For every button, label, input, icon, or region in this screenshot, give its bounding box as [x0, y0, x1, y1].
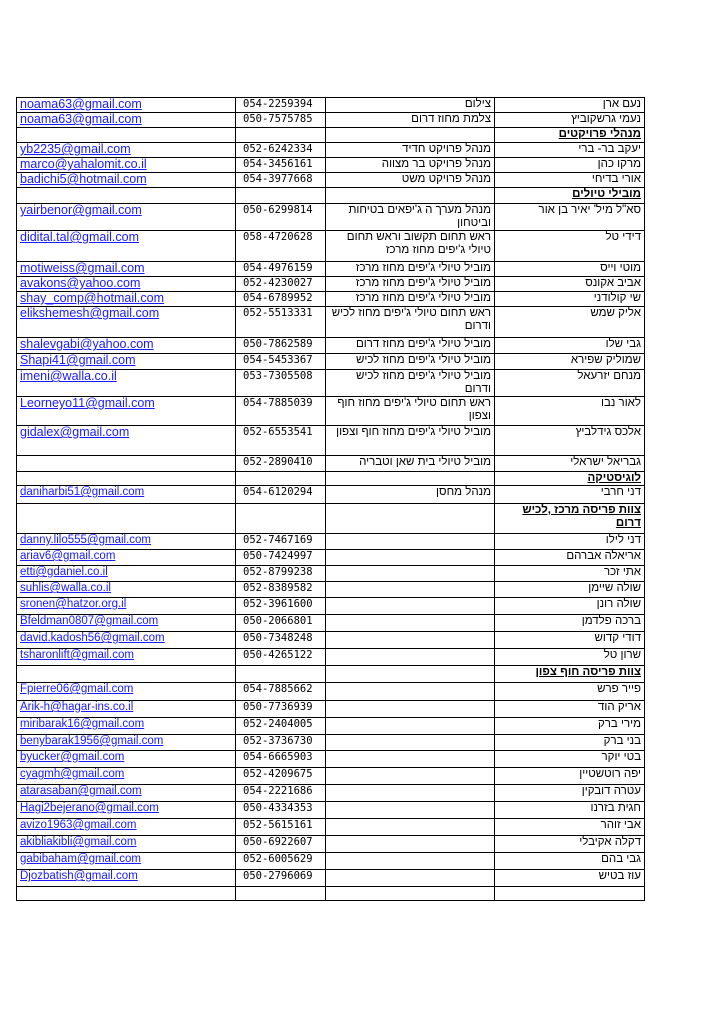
email-cell [17, 819, 236, 836]
role-cell [326, 598, 495, 615]
email-link[interactable]: byucker@gmail.com [20, 751, 125, 763]
role-cell [326, 666, 495, 683]
email-cell [17, 504, 236, 534]
email-cell [17, 566, 236, 582]
email-link[interactable]: yb2235@gmail.com [20, 142, 131, 156]
role-cell: צלמת מחוז דרום [326, 113, 495, 128]
name-cell: מרקו כהן [495, 158, 645, 173]
section-title-cell: צוות פריסה מרכז ,לכיש דרום [495, 504, 645, 534]
email-cell [17, 338, 236, 354]
role-cell [326, 802, 495, 819]
name-cell: חגית בזרנו [495, 802, 645, 819]
phone-cell: 050-4334353 [236, 802, 326, 819]
email-cell [17, 632, 236, 649]
contact-row [17, 550, 645, 566]
role-cell: ראש תחום טיולי ג'יפים מחוז לכיש ודרום [326, 307, 495, 338]
role-cell [326, 615, 495, 632]
email-link[interactable]: Fpierre06@gmail.com [20, 683, 134, 695]
contact-row [17, 582, 645, 598]
email-link[interactable]: shay_comp@hotmail.com [20, 291, 164, 305]
role-cell [326, 550, 495, 566]
email-cell [17, 472, 236, 486]
email-link[interactable]: gabibaham@gmail.com [20, 853, 141, 865]
email-cell [17, 173, 236, 188]
contact-row [17, 649, 645, 666]
section-title-cell: צוות פריסה חוף צפון [495, 666, 645, 683]
section-title-cell: מובילי טיולים [495, 188, 645, 204]
contact-row [17, 802, 645, 819]
email-cell [17, 231, 236, 262]
role-cell [326, 472, 495, 486]
phone-cell: 052-4230027 [236, 277, 326, 292]
role-cell [326, 504, 495, 534]
name-cell: מוטי וייס [495, 262, 645, 277]
phone-cell: 052-7467169 [236, 534, 326, 550]
contact-row [17, 397, 645, 426]
name-cell: עטרה דובקין [495, 785, 645, 802]
phone-cell: 052-3736730 [236, 735, 326, 751]
role-cell [326, 836, 495, 853]
email-link[interactable]: gidalex@gmail.com [20, 425, 130, 439]
contact-row [17, 143, 645, 158]
role-cell: ראש תחום תקשוב וראש תחום טיולי ג'יפים מחוז מרכז [326, 231, 495, 262]
name-cell: גבי בהם [495, 853, 645, 870]
role-cell: מוביל טיולי ג'יפים מחוז לכיש ודרום [326, 370, 495, 397]
phone-cell: 053-7305508 [236, 370, 326, 397]
contact-row [17, 292, 645, 307]
contact-row [17, 615, 645, 632]
email-link[interactable]: benybarak1956@gmail.com [20, 735, 164, 747]
email-link[interactable]: imeni@walla.co.il [20, 369, 117, 383]
email-cell [17, 534, 236, 550]
email-link[interactable]: david.kadosh56@gmail.com [20, 632, 165, 644]
contacts-table [16, 97, 645, 901]
role-cell [326, 870, 495, 887]
email-link[interactable]: daniharbi51@gmail.com [20, 486, 145, 498]
phone-cell: 050-7424997 [236, 550, 326, 566]
contact-row [17, 785, 645, 802]
email-link[interactable]: danny.lilo555@gmail.com [20, 534, 151, 546]
name-cell: אלכס גידלביץ [495, 426, 645, 456]
phone-cell: 054-6665903 [236, 751, 326, 768]
phone-cell: 052-3961600 [236, 598, 326, 615]
role-cell [326, 582, 495, 598]
name-cell: סא"ל מיל' יאיר בן אור [495, 204, 645, 231]
contact-row [17, 701, 645, 718]
name-cell: אליק שמש [495, 307, 645, 338]
role-cell: מוביל טיולי ג'יפים מחוז מרכז [326, 262, 495, 277]
email-link[interactable]: tsharonlift@gmail.com [20, 649, 134, 661]
empty-cell [495, 887, 645, 901]
phone-cell: 054-2259394 [236, 98, 326, 113]
role-cell [326, 188, 495, 204]
contact-row [17, 735, 645, 751]
phone-cell: 054-6120294 [236, 486, 326, 504]
contact-row [17, 338, 645, 354]
phone-cell: 050-6922607 [236, 836, 326, 853]
role-cell [326, 718, 495, 735]
email-cell [17, 550, 236, 566]
role-cell [326, 701, 495, 718]
email-link[interactable]: badichi5@hotmail.com [20, 172, 147, 186]
phone-cell: 050-7862589 [236, 338, 326, 354]
email-cell [17, 836, 236, 853]
email-cell [17, 397, 236, 426]
email-link[interactable]: Shapi41@gmail.com [20, 353, 136, 367]
name-cell: לאור נבו [495, 397, 645, 426]
contact-row [17, 718, 645, 735]
contact-row [17, 566, 645, 582]
email-cell [17, 128, 236, 143]
contact-row [17, 486, 645, 504]
phone-cell [236, 666, 326, 683]
phone-cell: 052-5615161 [236, 819, 326, 836]
role-cell [326, 819, 495, 836]
email-link[interactable]: noama63@gmail.com [20, 112, 142, 126]
phone-cell: 054-7885662 [236, 683, 326, 701]
contact-row [17, 98, 645, 113]
contact-row [17, 231, 645, 262]
role-cell [326, 683, 495, 701]
phone-cell: 052-5513331 [236, 307, 326, 338]
phone-cell: 050-6299814 [236, 204, 326, 231]
phone-cell: 052-6242334 [236, 143, 326, 158]
phone-cell: 050-7736939 [236, 701, 326, 718]
contact-row [17, 768, 645, 785]
contact-row [17, 836, 645, 853]
role-cell [326, 128, 495, 143]
email-link[interactable]: Djozbatish@gmail.com [20, 870, 138, 882]
phone-cell: 052-8799238 [236, 566, 326, 582]
email-cell [17, 277, 236, 292]
phone-cell [236, 128, 326, 143]
empty-cell [17, 887, 236, 901]
email-cell [17, 598, 236, 615]
email-link[interactable]: atarasaban@gmail.com [20, 785, 142, 797]
role-cell [326, 751, 495, 768]
name-cell: אתי זכר [495, 566, 645, 582]
empty-row [17, 887, 645, 901]
section-header-row [17, 128, 645, 143]
phone-cell [236, 472, 326, 486]
email-link[interactable]: cyagmh@gmail.com [20, 768, 125, 780]
name-cell: דני חרבי [495, 486, 645, 504]
email-link[interactable]: suhlis@walla.co.il [20, 582, 111, 594]
role-cell [326, 534, 495, 550]
email-link[interactable]: motiweiss@gmail.com [20, 261, 145, 275]
name-cell: עוז בטיש [495, 870, 645, 887]
contact-row [17, 370, 645, 397]
section-header-row [17, 188, 645, 204]
contact-row [17, 354, 645, 370]
role-cell: מוביל טיולי ג'יפים מחוז חוף וצפון [326, 426, 495, 456]
empty-cell [236, 887, 326, 901]
email-link[interactable]: marco@yahalomit.co.il [20, 157, 147, 171]
phone-cell [236, 504, 326, 534]
email-cell [17, 683, 236, 701]
contact-row [17, 173, 645, 188]
contact-row [17, 598, 645, 615]
name-cell: שולה שיימן [495, 582, 645, 598]
role-cell: מנהל פרויקט בר מצווה [326, 158, 495, 173]
email-cell [17, 649, 236, 666]
email-link[interactable]: Hagi2bejerano@gmail.com [20, 802, 159, 814]
name-cell: פייר פרש [495, 683, 645, 701]
email-cell [17, 204, 236, 231]
name-cell: אביב אקונס [495, 277, 645, 292]
name-cell: שמוליק שפירא [495, 354, 645, 370]
name-cell: שרון טל [495, 649, 645, 666]
name-cell: אריק הוד [495, 701, 645, 718]
email-link[interactable]: Leorneyo11@gmail.com [20, 396, 155, 410]
contact-row [17, 456, 645, 472]
name-cell: יפה רוטשטיין [495, 768, 645, 785]
email-cell [17, 188, 236, 204]
email-cell [17, 666, 236, 683]
phone-cell: 050-4265122 [236, 649, 326, 666]
phone-cell: 054-6789952 [236, 292, 326, 307]
name-cell: אריאלה אברהם [495, 550, 645, 566]
email-cell [17, 354, 236, 370]
phone-cell: 050-7348248 [236, 632, 326, 649]
phone-cell: 052-6005629 [236, 853, 326, 870]
email-cell [17, 751, 236, 768]
contact-row [17, 113, 645, 128]
phone-cell: 052-6553541 [236, 426, 326, 456]
phone-cell: 054-3456161 [236, 158, 326, 173]
phone-cell: 050-7575785 [236, 113, 326, 128]
contact-row [17, 632, 645, 649]
email-link[interactable]: avakons@yahoo.com [20, 276, 141, 290]
name-cell: דני לילו [495, 534, 645, 550]
role-cell: מנהל מערך ה ג'יפאים בטיחות וביטחון [326, 204, 495, 231]
email-link[interactable]: sronen@hatzor.org.il [20, 598, 127, 610]
email-cell [17, 615, 236, 632]
role-cell [326, 768, 495, 785]
section-title-cell: לוגיסטיקה [495, 472, 645, 486]
email-cell [17, 456, 236, 472]
contact-row [17, 158, 645, 173]
email-cell [17, 870, 236, 887]
contact-row [17, 277, 645, 292]
name-cell: דידי טל [495, 231, 645, 262]
name-cell: נעם ארן [495, 98, 645, 113]
contacts-table-body [17, 98, 645, 901]
contact-row [17, 853, 645, 870]
contact-row [17, 819, 645, 836]
email-link[interactable]: miribarak16@gmail.com [20, 718, 145, 730]
phone-cell: 054-7885039 [236, 397, 326, 426]
name-cell: אבי זוהר [495, 819, 645, 836]
role-cell [326, 785, 495, 802]
name-cell: נעמי גרשקוביץ [495, 113, 645, 128]
name-cell: מנחם יזרעאל [495, 370, 645, 397]
email-link[interactable]: elikshemesh@gmail.com [20, 306, 160, 320]
role-cell: מוביל טיולי ג'יפים מחוז מרכז [326, 292, 495, 307]
name-cell: גבריאל ישראלי [495, 456, 645, 472]
name-cell: אורי בדיחי [495, 173, 645, 188]
name-cell: גבי שלו [495, 338, 645, 354]
email-cell [17, 853, 236, 870]
contact-row [17, 426, 645, 456]
email-link[interactable]: Bfeldman0807@gmail.com [20, 615, 159, 627]
email-cell [17, 158, 236, 173]
contact-row [17, 534, 645, 550]
phone-cell: 054-5453367 [236, 354, 326, 370]
name-cell: שי קולודני [495, 292, 645, 307]
role-cell [326, 566, 495, 582]
section-header-row [17, 504, 645, 534]
phone-cell: 052-8389582 [236, 582, 326, 598]
email-cell [17, 426, 236, 456]
phone-cell: 050-2796069 [236, 870, 326, 887]
email-cell [17, 292, 236, 307]
section-title-cell: מנהלי פרויקטים [495, 128, 645, 143]
email-cell [17, 701, 236, 718]
role-cell [326, 649, 495, 666]
email-link[interactable]: didital.tal@gmail.com [20, 230, 139, 244]
email-cell [17, 768, 236, 785]
email-cell [17, 735, 236, 751]
phone-cell: 052-4209675 [236, 768, 326, 785]
role-cell: מנהל מחסן [326, 486, 495, 504]
email-cell [17, 307, 236, 338]
email-cell [17, 113, 236, 128]
email-link[interactable]: Arik-h@hagar-ins.co.il [20, 701, 134, 713]
contact-row [17, 262, 645, 277]
name-cell: ברכה פלדמן [495, 615, 645, 632]
email-link[interactable]: shalevgabi@yahoo.com [20, 337, 154, 351]
contact-row [17, 751, 645, 768]
role-cell [326, 735, 495, 751]
email-cell [17, 98, 236, 113]
name-cell: יעקב בר- ברי [495, 143, 645, 158]
role-cell: צילום [326, 98, 495, 113]
phone-cell: 054-2221686 [236, 785, 326, 802]
contact-row [17, 204, 645, 231]
contact-row [17, 683, 645, 701]
section-header-row [17, 666, 645, 683]
role-cell: מוביל טיולי בית שאן וטבריה [326, 456, 495, 472]
email-link[interactable]: ariav6@gmail.com [20, 550, 116, 562]
email-cell [17, 785, 236, 802]
email-cell [17, 802, 236, 819]
contact-row [17, 870, 645, 887]
name-cell: בטי יוקר [495, 751, 645, 768]
name-cell: דודי קדוש [495, 632, 645, 649]
role-cell [326, 632, 495, 649]
role-cell: מנהל פרויקט חדיד [326, 143, 495, 158]
email-link[interactable]: yairbenor@gmail.com [20, 203, 142, 217]
empty-cell [326, 887, 495, 901]
role-cell: ראש תחום טיולי ג'יפים מחוז חוף וצפון [326, 397, 495, 426]
phone-cell: 058-4720628 [236, 231, 326, 262]
name-cell: שולה רונן [495, 598, 645, 615]
email-link[interactable]: noama63@gmail.com [20, 97, 142, 111]
phone-cell: 050-2066801 [236, 615, 326, 632]
phone-cell [236, 188, 326, 204]
email-cell [17, 262, 236, 277]
email-cell [17, 486, 236, 504]
role-cell: מוביל טיולי ג'יפים מחוז דרום [326, 338, 495, 354]
email-link[interactable]: avizo1963@gmail.com [20, 819, 137, 831]
email-cell [17, 718, 236, 735]
email-cell [17, 370, 236, 397]
email-cell [17, 582, 236, 598]
email-link[interactable]: etti@gdaniel.co.il [20, 566, 108, 578]
name-cell: בני ברק [495, 735, 645, 751]
phone-cell: 052-2404005 [236, 718, 326, 735]
phone-cell: 054-4976159 [236, 262, 326, 277]
name-cell: דקלה אקיבלי [495, 836, 645, 853]
role-cell: מוביל טיולי ג'יפים מחוז מרכז [326, 277, 495, 292]
email-link[interactable]: akibliakibli@gmail.com [20, 836, 137, 848]
role-cell [326, 853, 495, 870]
contact-row [17, 307, 645, 338]
section-header-row [17, 472, 645, 486]
role-cell: מוביל טיולי ג'יפים מחוז לכיש [326, 354, 495, 370]
role-cell: מנהל פרויקט משט [326, 173, 495, 188]
phone-cell: 052-2890410 [236, 456, 326, 472]
phone-cell: 054-3977668 [236, 173, 326, 188]
name-cell: מירי ברק [495, 718, 645, 735]
email-cell [17, 143, 236, 158]
